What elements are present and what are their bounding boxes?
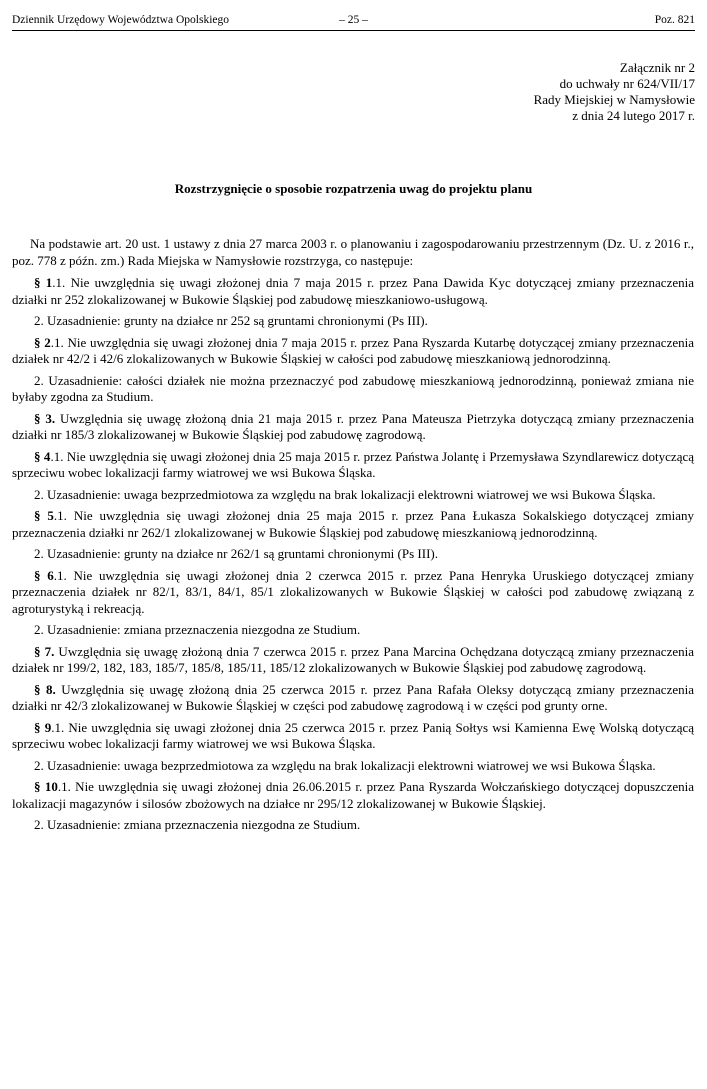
paragraph-text: 2. Uzasadnienie: grunty na działce nr 252 są gruntami chronionymi (Ps III).: [34, 313, 428, 328]
annex-reference: [534, 60, 695, 124]
section-number: § 9: [34, 719, 52, 735]
justification-paragraph: [12, 487, 694, 504]
section-paragraph: [12, 508, 694, 541]
annex-line: Załącznik nr 2: [619, 60, 695, 75]
paragraph-text: .1. Nie uwzględnia się uwagi złożonej dnia 2 czerwca 2015 r. przez Pana Henryka Uruskiego dotyczącej zmiany przeznaczenia działek nr 82/1, 83/1, 84/1, 85/1 zlokalizowanych w Bukowie Śląskiej w całości pod zabudowę związaną z agroturystyką i rekreacją.: [12, 567, 694, 616]
document-title: Rozstrzygnięcie o sposobie rozpatrzenia uwag do projektu planu: [174, 181, 533, 196]
paragraph-text: .1. Nie uwzględnia się uwagi złożonej dnia 7 maja 2015 r. przez Pana Ryszarda Kutarbę dotyczącej zmiany przeznaczenia działek nr 42/2 i 42/6 zlokalizowanych w Bukowie Śląskiej w całości pod zabudowę mieszkaniową jednorodzinną.: [12, 334, 694, 366]
section-number: § 8.: [34, 681, 56, 697]
intro-paragraph: Na podstawie art. 20 ust. 1 ustawy z dnia 27 marca 2003 r. o planowaniu i zagospodarowaniu przestrzennym (Dz. U. z 2016 r., poz. 778 z późn. zm.) Rada Miejska w Namysłowie rozstrzyga, co następuje:: [12, 236, 694, 268]
annex-line: do uchwały nr 624/VII/17: [559, 76, 695, 91]
section-number: § 2: [34, 334, 51, 350]
position-number: Poz. 821: [654, 14, 695, 26]
justification-paragraph: [12, 817, 694, 834]
section-number: § 3.: [34, 410, 56, 426]
section-number: § 5: [34, 508, 54, 523]
paragraph-text: .1. Nie uwzględnia się uwagi złożonej dnia 26.06.2015 r. przez Pana Ryszarda Wołczańskiego dotyczącej dopuszczenia lokalizacji magazynów i silosów zbożowych na działce nr 295/12 zlokalizowanej w Bukowie Śląskiej.: [12, 779, 695, 811]
section-paragraph: [12, 568, 694, 618]
paragraph-text: 2. Uzasadnienie: uwaga bezprzedmiotowa za względu na brak lokalizacji elektrowni wiatrowej we wsi Bukowa Śląska.: [34, 486, 656, 502]
section-paragraph: [12, 335, 694, 368]
resolution-paragraphs: [12, 275, 694, 834]
paragraph-text: .1. Nie uwzględnia się uwagi złożonej dnia 7 maja 2015 r. przez Pana Dawida Kyc dotyczącej zmiany przeznaczenia działki nr 252 zlokalizowanej w Bukowie Śląskiej pod zabudowę mieszkaniowo-usługową.: [12, 275, 695, 307]
annex-line: z dnia 24 lutego 2017 r.: [572, 108, 695, 123]
paragraph-text: 2. Uzasadnienie: uwaga bezprzedmiotowa za względu na brak lokalizacji elektrowni wiatrowej we wsi Bukowa Śląska.: [34, 757, 656, 773]
section-paragraph: [12, 411, 694, 444]
justification-paragraph: [12, 313, 694, 330]
paragraph-text: Uwzględnia się uwagę złożoną dnia 21 maja 2015 r. przez Pana Mateusza Pietrzyka dotyczącą zmiany przeznaczenia działki nr 185/3 zlokalizowanej w Bukowie Śląskiej pod zabudowę zagrodową.: [12, 410, 695, 442]
section-number: § 10: [34, 779, 58, 794]
paragraph-text: 2. Uzasadnienie: zmiana przeznaczenia niezgodna ze Studium.: [34, 622, 361, 637]
section-paragraph: [12, 682, 694, 715]
paragraph-text: .1. Nie uwzględnia się uwagi złożonej dnia 25 czerwca 2015 r. przez Panią Sołtys wsi Kamienna Ewę Wolską dotyczącą sprzeciwu wobec lokalizacji farmy wiatrowej we wsi Bukowa Śląska.: [12, 719, 694, 751]
section-number: § 7.: [34, 643, 55, 659]
justification-paragraph: [12, 622, 694, 639]
section-paragraph: [12, 275, 694, 308]
paragraph-text: .1. Nie uwzględnia się uwagi złożonej dnia 25 maja 2015 r. przez Pana Łukasza Sokalskiego dotyczącej zmiany przeznaczenia działki nr 262/1 zlokalizowanej w Bukowie Śląskiej pod zabudowę mieszkaniową jednorodzinną.: [12, 508, 695, 540]
section-number: § 4: [34, 448, 51, 464]
paragraph-text: 2. Uzasadnienie: grunty na działce nr 262/1 są gruntami chronionymi (Ps III).: [34, 546, 438, 561]
page-header: [12, 12, 695, 31]
paragraph-text: 2. Uzasadnienie: zmiana przeznaczenia niezgodna ze Studium.: [34, 817, 361, 832]
journal-name: Dziennik Urzędowy Województwa Opolskiego: [12, 14, 229, 26]
section-number: § 1: [34, 275, 53, 290]
paragraph-text: Uwzględnia się uwagę złożoną dnia 7 czerwca 2015 r. przez Pana Marcina Ochędzana dotyczącą zmiany przeznaczenia działek nr 199/2, 182, 183, 185/7, 185/8, 185/11, 185/12 zlokalizowanych w Bukowie Śląskiej pod zabudowę zagrodową.: [12, 643, 694, 675]
annex-line: Rady Miejskiej w Namysłowie: [533, 92, 695, 107]
paragraph-text: Uwzględnia się uwagę złożoną dnia 25 czerwca 2015 r. przez Pana Rafała Oleksy dotyczącą zmiany przeznaczenia działki nr 42/3 zlokalizowanej w Bukowie Śląskiej w części pod zabudowę zagrodową i w części pod grunty orne.: [12, 681, 695, 713]
justification-paragraph: [12, 758, 694, 775]
section-number: § 6: [34, 567, 54, 583]
section-paragraph: [12, 449, 694, 482]
section-paragraph: [12, 644, 694, 677]
document-body: [12, 236, 694, 839]
page-number: – 25 –: [339, 14, 368, 26]
section-paragraph: [12, 779, 694, 812]
justification-paragraph: [12, 373, 694, 406]
section-paragraph: [12, 720, 694, 753]
justification-paragraph: [12, 546, 694, 563]
paragraph-text: .1. Nie uwzględnia się uwagi złożonej dnia 25 maja 2015 r. przez Państwa Jolantę i Przemysława Szyndlarewicz dotyczącą sprzeciwu wobec lokalizacji farmy wiatrowej we wsi Bukowa Śląska.: [12, 448, 694, 480]
paragraph-text: 2. Uzasadnienie: całości działek nie można przeznaczyć pod zabudowę mieszkaniową jednorodzinną, ponieważ zmiana nie byłaby zgodna za Studium.: [12, 372, 694, 404]
